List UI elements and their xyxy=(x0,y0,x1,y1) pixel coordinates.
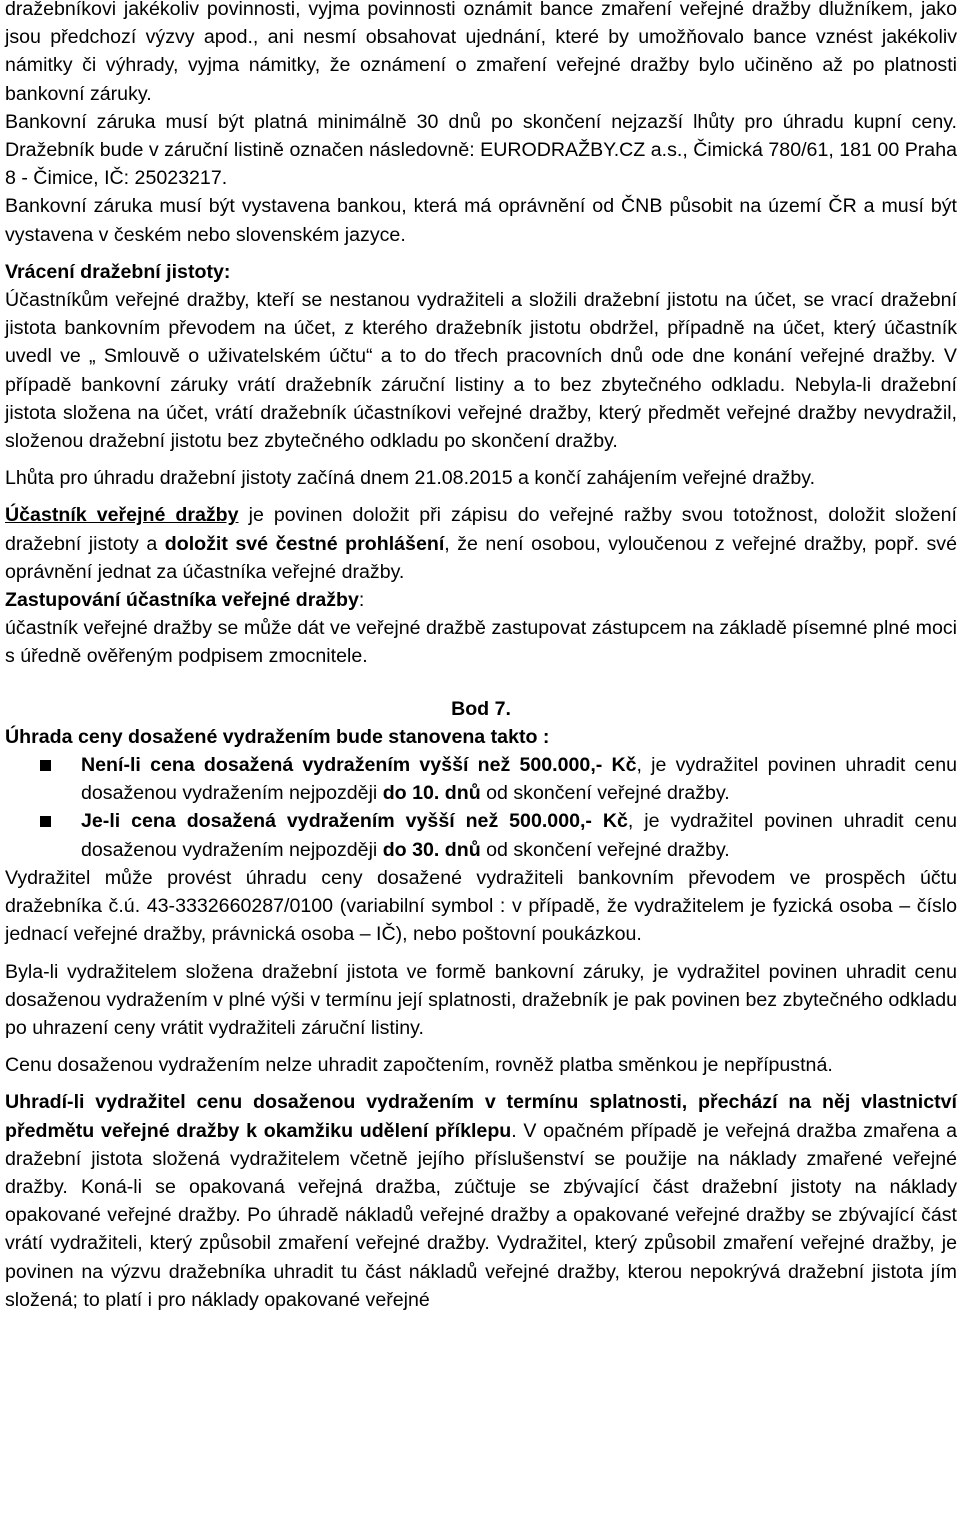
paragraph-guarantee-payment: Byla-li vydražitelem složena dražební jistota ve formě bankovní záruky, je vydražitel povinen uhradit cenu dosaženou vydražením v plné výši v termínu její splatnosti, dražebník je pak povinen bez zbytečného odkladu po uhrazení ceny vrátit vydražiteli záruční listiny. xyxy=(5,960,957,1039)
paragraph-no-offset: Cenu dosaženou vydražením nelze uhradit započtením, rovněž platba směnkou je nepřípustná. xyxy=(5,1054,833,1077)
ownership-rest: . V opačném případě je veřejná dražba zmařena a dražební jistota složená vydražitelem včetně jejího příslušenství se použije na náklady zmařené veřejné dražby. Koná-li se opakovaná veřejná dražba, zúčtuje se zbývající část dražební jistoty na náklady opakované veřejné dražby. Po úhradě nákladů veřejné dražby a opakované veřejné dražby se zbývající část vrátí vydražiteli, který způsobil zmaření veřejné dražby. Vydražitel, který způsobil zmaření veřejné dražby, je povinen na výzvu dražebníka uhradit tu část nákladů veřejné dražby, kterou nepokrývá dražební jistota jím složená; to platí i pro náklady opakované veřejné xyxy=(5,1119,957,1311)
participant-lead: Účastník veřejné dražby xyxy=(5,504,239,527)
square-bullet-icon xyxy=(40,760,51,771)
bullet-bold-condition: Je-li cena dosažená vydražením vyšší než 500.000,- Kč xyxy=(81,810,628,833)
heading-deposit-return: Vrácení dražební jistoty: xyxy=(5,260,231,283)
bullet-bold-deadline: do 10. dnů xyxy=(382,782,481,805)
representation-colon: : xyxy=(358,589,365,612)
paragraph-ownership-transfer xyxy=(5,1088,957,1314)
paragraph-deposit-return: Účastníkům veřejné dražby, kteří se nestanou vydražiteli a složili dražební jistotu na účet, se vrací dražební jistota bankovním převodem na účet, z kterého dražebník jistotu obdržel, případně na účet, který účastník uvedl ve „ Smlouvě o uživatelském účtu“ a to do třech pracovních dnů ode dne konání veřejné dražby. V případě bankovní záruky vrátí dražebník záruční listiny a to bez zbytečného odkladu. Nebyla-li dražební jistota složena na účet, vrátí dražebník účastníkovi veřejné dražby, který předmět veřejné dražby nevydražil, složenou dražební jistotu bez zbytečného odkladu po skončení dražby. xyxy=(5,289,957,453)
paragraph-bank-transfer: Vydražitel může provést úhradu ceny dosažené vydražiteli bankovním převodem ve prospěch účtu dražebníka č.ú. 43-3332660287/0100 (variabilní symbol : v případě, že vydražitelem je fyzická osoba – číslo jednací veřejné dražby, právnická osoba – IČ), nebo poštovní poukázkou. xyxy=(5,866,957,946)
participant-text-2: , že není osobou, vyloučenou z veřejné dražby, popř. své oprávnění jednat za účastníka veřejné dražby. xyxy=(5,532,957,583)
paragraph-deposit-deadline: Lhůta pro úhradu dražební jistoty začíná dnem 21.08.2015 a končí zahájením veřejné dražby. xyxy=(5,467,816,490)
bullet-text: , je vydražitel povinen uhradit cenu dosaženou vydražením nejpozději xyxy=(81,754,957,805)
representation-heading-text: Zastupování účastníka veřejné dražby xyxy=(5,589,359,612)
ownership-bold: Uhradí-li vydražitel cenu dosaženou vydražením v termínu splatnosti, přechází na něj vlastnictví předmětu veřejné dražby k okamžiku udělení příklepu xyxy=(5,1091,957,1142)
bullet-bold-condition: Není-li cena dosažená vydražením vyšší než 500.000,- Kč xyxy=(81,754,637,777)
bullet-bold-deadline: do 30. dnů xyxy=(382,838,481,861)
section-subtitle-payment: Úhrada ceny dosažené vydražením bude stanovena takto : xyxy=(5,725,550,748)
document-body xyxy=(5,0,957,1314)
paragraph-guarantee-validity: Bankovní záruka musí být platná minimálně 30 dnů po skončení nejzazší lhůty pro úhradu kupní ceny. Dražebník bude v záruční listině označen následovně: EURODRAŽBY.CZ a.s., Čimická 780/61, 181 00 Praha 8 - Čimice, IČ: 25023217. xyxy=(5,110,957,190)
heading-representation xyxy=(5,586,957,614)
section-title-bod-7: Bod 7. xyxy=(451,697,511,720)
list-item xyxy=(5,807,957,863)
payment-conditions-list xyxy=(5,751,957,864)
paragraph-guarantee-conditions: dražebníkovi jakékoliv povinnosti, vyjma povinnosti oznámit bance zmaření veřejné dražby dlužníkem, jako jsou předchozí výzvy apod., ani nesmí obsahovat ujednání, které by umožňovalo bance vznést jakékoliv námitky či výhrady, vyjma námitky, že oznámení o zmaření veřejné dražby bylo učiněno až po platnosti bankovní záruky. xyxy=(5,0,957,105)
participant-text-1: je povinen doložit při zápisu do veřejné ražby svou totožnost, doložit složení dražební jistoty a xyxy=(5,504,957,555)
bullet-text: , je vydražitel povinen uhradit cenu dosaženou vydražením nejpozději xyxy=(81,810,957,861)
paragraph-guarantee-issuer: Bankovní záruka musí být vystavena bankou, která má oprávnění od ČNB působit na území ČR a musí být vystavena v českém nebo slovenském jazyce. xyxy=(5,195,957,246)
paragraph-representation: účastník veřejné dražby se může dát ve veřejné dražbě zastupovat zástupcem na základě písemné plné moci s úředně ověřeným podpisem zmocnitele. xyxy=(5,617,957,668)
list-item xyxy=(5,751,957,807)
bullet-text-end: od skončení veřejné dražby. xyxy=(480,782,730,805)
participant-bold-declaration: doložit své čestné prohlášení xyxy=(164,532,445,555)
bullet-text-end: od skončení veřejné dražby. xyxy=(480,838,730,861)
square-bullet-icon xyxy=(40,816,51,827)
paragraph-participant-duties xyxy=(5,501,957,586)
